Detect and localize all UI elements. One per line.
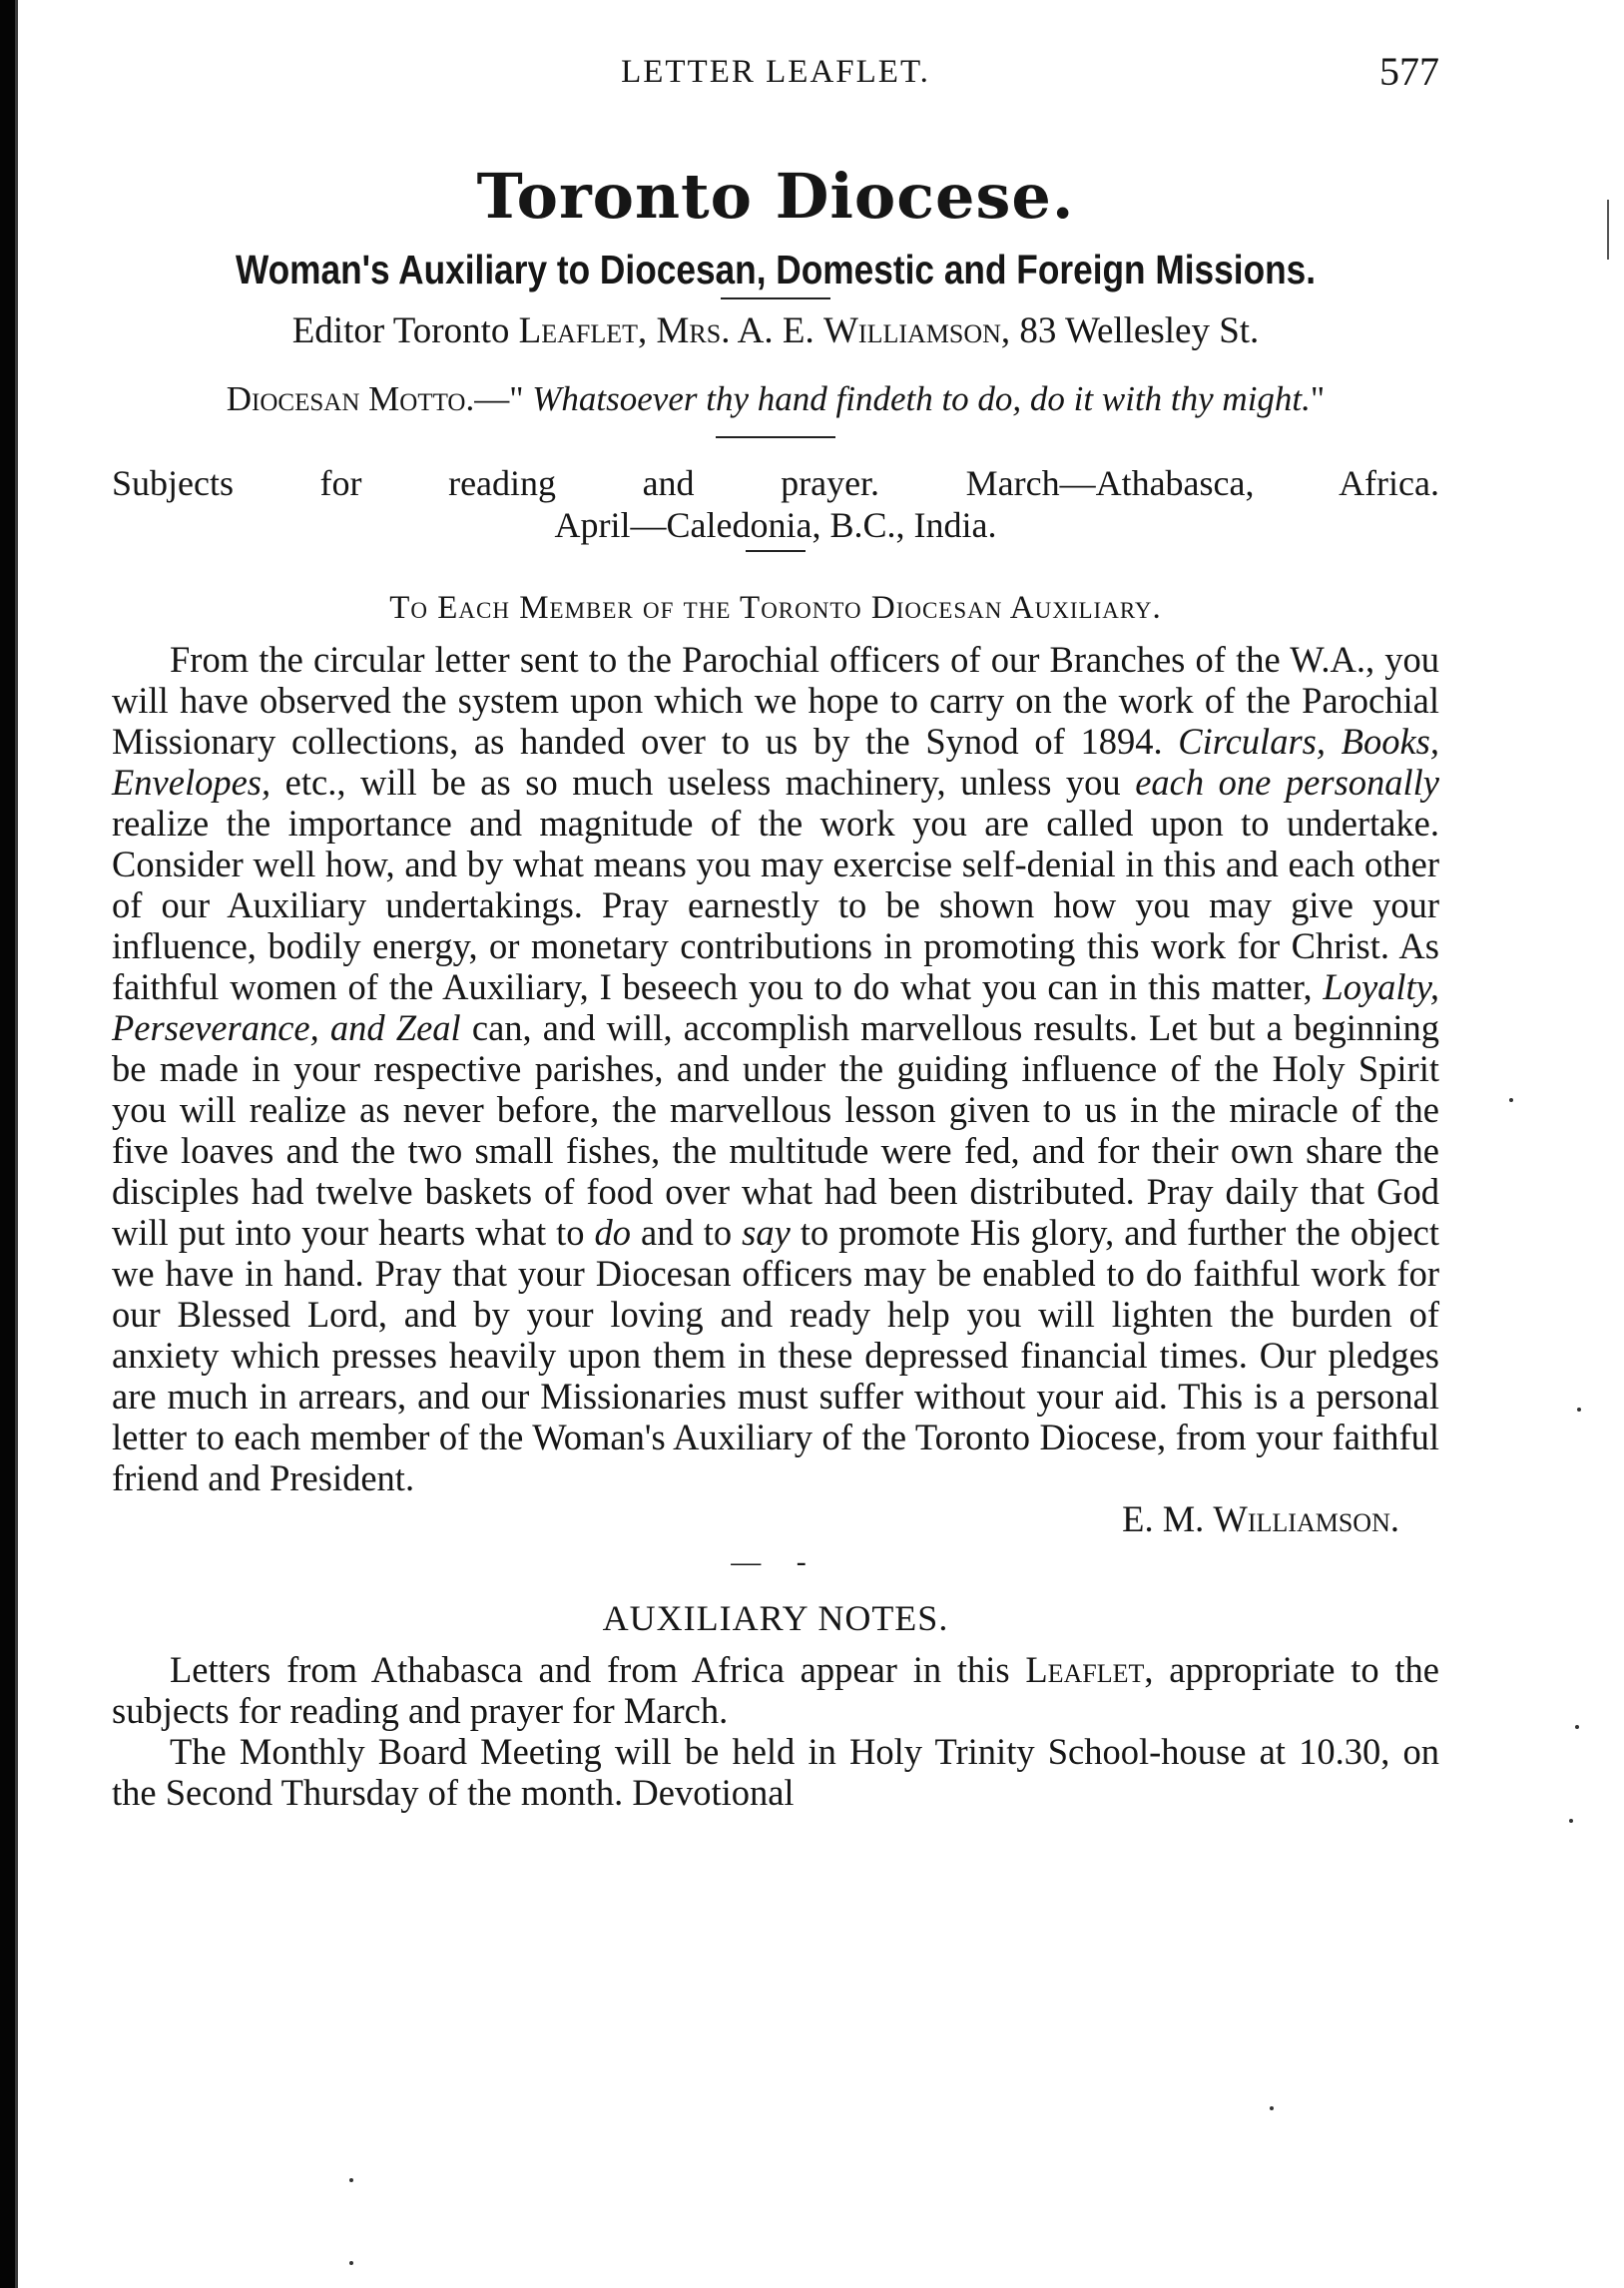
scan-speck: [1577, 1408, 1581, 1412]
editor-comma: ,: [638, 310, 657, 351]
auxiliary-notes: [112, 1649, 1439, 1813]
page-content: [112, 38, 1439, 1813]
motto-label: Diocesan Motto: [226, 379, 466, 418]
subjects-line-2: April—Caledonia, B.C., India.: [554, 505, 997, 545]
letter-text: From the circular letter sent to the Parochial officers of our Branches of the W.A., you will have observed the system upon which we hope to carry on the work of the Parochial Missionary collections, as handed over to us by the Synod of 1894.: [112, 639, 1439, 762]
editor-initials: A. E.: [730, 310, 823, 351]
page-number: 577: [1379, 49, 1439, 94]
presidents-letter: [112, 639, 1439, 1498]
divider-rule: [746, 550, 806, 552]
diocesan-motto: [112, 378, 1439, 420]
signature-surname: Williamson.: [1213, 1498, 1399, 1539]
editor-prefix: Editor Toronto: [291, 310, 519, 351]
letter-text: can, and will, accomplish marvellous results. Let but a beginning be made in your respective parishes, and under the guiding influence of the Holy Spirit you will realize as never before, the marvellous lesson given to us in the miracle of the five loaves and the two small fishes, the multitude were fed, and for their own share the disciples had twelve baskets of food over what had been distributed. Pray daily that God will put into your hearts what to: [112, 1007, 1439, 1253]
running-title: LETTER LEAFLET.: [621, 54, 930, 90]
motto-close: ": [1310, 379, 1326, 418]
letter-italic: say: [742, 1212, 791, 1253]
editor-name: Williamson: [822, 310, 1001, 351]
letter-text: etc., will be as so much useless machinery, unless you: [271, 762, 1136, 803]
editor-title: Mrs.: [656, 310, 731, 351]
scan-speck: [1509, 1098, 1513, 1102]
running-head: [112, 38, 1439, 114]
letter-italic: do: [594, 1212, 632, 1253]
scan-edge-mark: [1607, 200, 1609, 260]
subjects-line-1: Subjects for reading and prayer. March—Athabasca, Africa.: [112, 463, 1439, 503]
notes-leaflet: Leaflet: [1025, 1649, 1145, 1690]
editor-address: , 83 Wellesley St.: [1000, 310, 1260, 351]
signature-name: [1122, 1498, 1399, 1539]
notes-paragraph: The Monthly Board Meeting will be held in Holy Trinity School-house at 10.30, on the Second Thursday of the month. Devotional: [112, 1731, 1439, 1813]
page-spine-edge: [0, 0, 22, 2288]
letter-italic: Circulars, Books, Envelopes,: [112, 721, 1439, 803]
scan-speck: [1575, 1725, 1579, 1729]
diocese-title: Toronto Diocese.: [476, 160, 1075, 233]
letter-italic: each one personally: [1135, 762, 1440, 803]
notes-title: AUXILIARY NOTES.: [602, 1598, 949, 1638]
letter-paragraph: [112, 639, 1439, 1498]
scan-speck: [349, 2261, 353, 2265]
notes-text: , appropriate to the subjects for reading and prayer for March.: [112, 1649, 1439, 1731]
notes-paragraph: [112, 1649, 1439, 1731]
scan-speck: [1569, 1819, 1573, 1823]
divider-rule: [721, 297, 830, 299]
scan-speck: [1270, 2106, 1274, 2110]
scan-speck: [349, 2178, 353, 2182]
editor-line: [112, 309, 1439, 352]
letter-italic: Loyalty, Perseverance, and Zeal: [112, 966, 1439, 1048]
signature-initials: E. M.: [1122, 1498, 1214, 1539]
letter-signature: [112, 1498, 1439, 1539]
society-title: Woman's Auxiliary to Diocesan, Domestic and Foreign Missions.: [235, 247, 1317, 292]
notes-text: Letters from Athabasca and from Africa appear in this: [170, 1649, 1026, 1690]
motto-text: Whatsoever thy hand findeth to do, do it with thy might.: [532, 379, 1311, 418]
motto-dash: .—": [465, 379, 533, 418]
section-divider-mark: — -: [731, 1545, 820, 1578]
letter-address: To Each Member of the Toronto Diocesan Auxiliary.: [389, 590, 1162, 626]
letter-text: to promote His glory, and further the object we have in hand. Pray that your Diocesan officers may be enabled to do faithful work for our Blessed Lord, and by your loving and ready help you will lighten the burden of anxiety which presses heavily upon them in these depressed financial times. Our pledges are much in arrears, and our Missionaries must suffer without your aid. This is a personal letter to each member of the Woman's Auxiliary of the Toronto Diocese, from your faithful friend and President.: [112, 1212, 1440, 1498]
divider-rule: [716, 436, 835, 438]
subjects-for-prayer: [112, 462, 1439, 546]
editor-leaflet: Leaflet: [518, 310, 638, 351]
letter-text: realize the importance and magnitude of the work you are called upon to undertake. Consider well how, and by what means you may exercise self-denial in this and each other of our Auxiliary undertakings. Pray earnestly to be shown how you may give your influence, bodily energy, or monetary contributions in promoting this work for Christ. As faithful women of the Auxiliary, I beseech you to do what you can in this matter,: [112, 803, 1439, 1007]
letter-text: and to: [631, 1212, 743, 1253]
